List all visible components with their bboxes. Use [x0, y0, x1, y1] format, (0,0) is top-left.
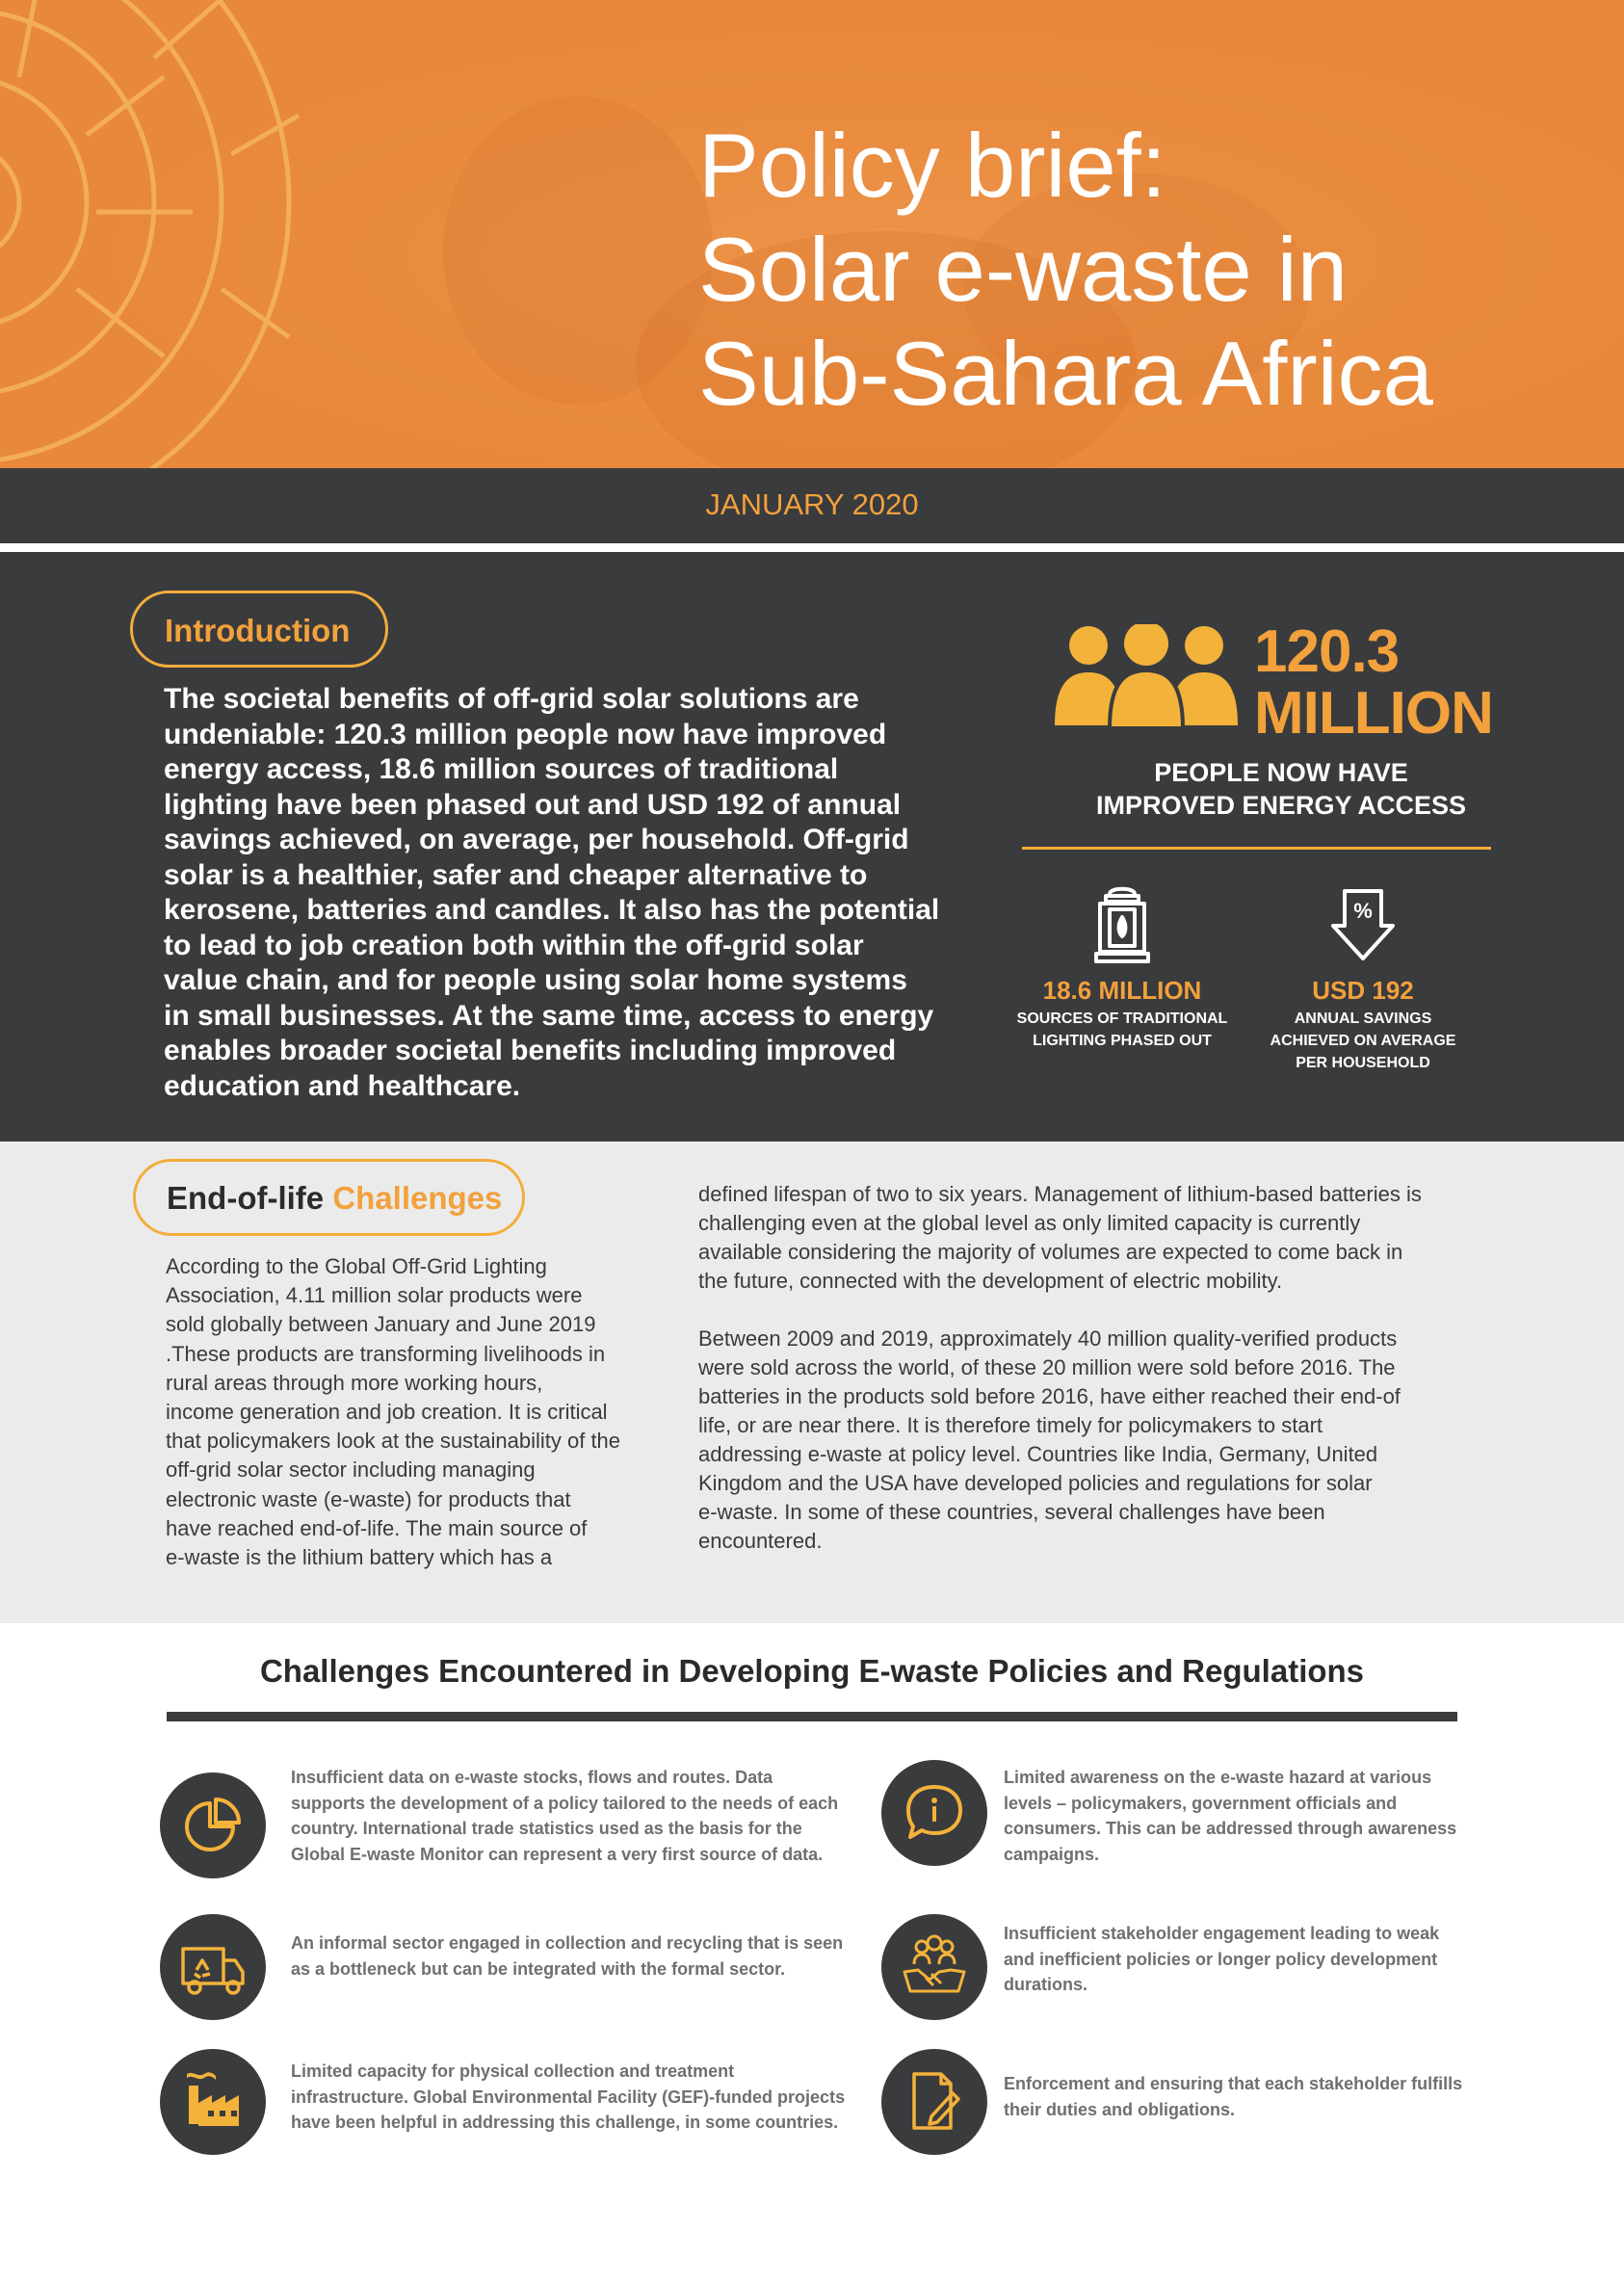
info-chat-icon	[881, 1760, 987, 1866]
paragraph-line: the future, connected with the development of electric mobility.	[698, 1269, 1283, 1293]
end-of-life-left-column	[166, 1252, 647, 1572]
challenge-line: An informal sector engaged in collection and recycling that is seen	[291, 1933, 844, 1953]
paragraph-line: electronic waste (e-waste) for products that	[166, 1486, 571, 1511]
challenge-line: Global E-waste Monitor can represent a very first source of data.	[291, 1844, 824, 1864]
lighting-stat-value: 18.6 MILLION	[1042, 976, 1202, 1005]
savings-stat-caption: PER HOUSEHOLD	[1296, 1055, 1430, 1071]
paragraph-line: According to the Global Off-Grid Lighting	[166, 1254, 547, 1278]
paragraph-line: Between 2009 and 2019, approximately 40 million quality-verified products	[698, 1326, 1398, 1351]
paragraph-line: Kingdom and the USA have developed policies and regulations for solar	[698, 1471, 1373, 1495]
paragraph-line: sold globally between January and June 2019	[166, 1312, 596, 1337]
end-of-life-right-column	[698, 1180, 1469, 1556]
paragraph-line: to lead to job creation both within the off-grid solar	[164, 929, 864, 961]
challenge-line: have been helpful in addressing this challenge, in some countries.	[291, 2113, 839, 2132]
paragraph-line: value chain, and for people using solar home systems	[164, 964, 907, 996]
end-of-life-heading	[167, 1180, 502, 1217]
introduction-section	[0, 552, 1624, 1142]
challenge-line: infrastructure. Global Environmental Facility (GEF)-funded projects	[291, 2087, 846, 2107]
introduction-heading: Introduction	[165, 613, 351, 648]
people-stat-caption: PEOPLE NOW HAVE	[1154, 758, 1408, 787]
paragraph-line: kerosene, batteries and candles. It also has the potential	[164, 894, 940, 926]
paragraph-line: addressing e-waste at policy level. Countries like India, Germany, United	[698, 1442, 1378, 1466]
challenge-line: Limited awareness on the e-waste hazard at various	[1004, 1768, 1432, 1787]
factory-icon	[160, 2049, 266, 2155]
people-stat-value: 120.3	[1254, 618, 1400, 685]
hero-banner	[0, 0, 1624, 468]
lighting-stat-caption: LIGHTING PHASED OUT	[1033, 1033, 1212, 1049]
savings-stat-caption: ACHIEVED ON AVERAGE	[1270, 1033, 1456, 1049]
paragraph-line: have reached end-of-life. The main source of	[166, 1515, 588, 1540]
stakeholder-handshake-icon	[881, 1914, 987, 2020]
paragraph-line: were sold across the world, of these 20 million were sold before 2016. The	[698, 1355, 1396, 1379]
end-of-life-section	[0, 1142, 1624, 1623]
paragraph-line: enables broader societal benefits including improved	[164, 1035, 897, 1066]
date-bar	[0, 468, 1624, 543]
paragraph-line: challenging even at the global level as only limited capacity is currently	[698, 1211, 1361, 1235]
people-stat-caption: IMPROVED ENERGY ACCESS	[1095, 791, 1467, 820]
lantern-icon	[1088, 884, 1156, 966]
savings-stat-value: USD 192	[1312, 976, 1414, 1005]
challenge-line: as a bottleneck but can be integrated with the formal sector.	[291, 1958, 786, 1979]
paragraph-line: .These products are transforming livelihoods in	[166, 1341, 606, 1366]
paragraph-line: savings achieved, on average, per household. Off-grid	[164, 824, 909, 855]
lighting-stat-caption: SOURCES OF TRADITIONAL	[1016, 1011, 1228, 1027]
introduction-paragraph	[164, 682, 940, 1104]
paragraph-line: rural areas through more working hours,	[166, 1370, 543, 1395]
paragraph-line: available considering the majority of volumes are expected to come back in	[698, 1240, 1403, 1264]
title-line: Sub-Sahara Africa	[698, 323, 1433, 424]
stat-divider	[1022, 847, 1491, 850]
paragraph-line: that policymakers look at the sustainability of the	[166, 1429, 621, 1454]
challenge-text	[291, 2059, 845, 2136]
paragraph-line: in small businesses. At the same time, access to energy	[164, 999, 934, 1032]
paragraph-line: income generation and job creation. It is critical	[166, 1400, 608, 1425]
challenge-text	[1004, 1921, 1439, 1998]
paragraph-line: The societal benefits of off-grid solar solutions are	[164, 683, 859, 715]
challenge-line: Insufficient stakeholder engagement leading to weak	[1004, 1924, 1440, 1943]
paragraph-line: undeniable: 120.3 million people now have improved	[164, 718, 887, 750]
recycling-truck-icon	[160, 1914, 266, 2020]
people-group-icon	[1050, 624, 1243, 730]
challenge-text	[291, 1765, 838, 1867]
document-pen-icon	[881, 2049, 987, 2155]
challenge-line: supports the development of a policy tailored to the needs of each	[291, 1793, 839, 1813]
challenge-line: Insufficient data on e-waste stocks, flows and routes. Data	[291, 1768, 773, 1787]
svg-text:%: %	[1353, 899, 1373, 923]
savings-stat-caption: ANNUAL SAVINGS	[1294, 1011, 1432, 1027]
heading-highlight: Challenges	[332, 1180, 503, 1216]
paragraph-line: e-waste. In some of these countries, several challenges have been	[698, 1500, 1325, 1524]
paragraph-line: e-waste is the lithium battery which has a	[166, 1545, 553, 1570]
paragraph-line: defined lifespan of two to six years. Management of lithium-based batteries is	[698, 1182, 1422, 1206]
publication-date: JANUARY 2020	[705, 487, 919, 521]
paragraph-line: solar is a healthier, safer and cheaper alternative to	[164, 858, 868, 891]
title-line: Solar e-waste in	[698, 219, 1348, 320]
paragraph-gap	[698, 1296, 1469, 1325]
page-title	[698, 114, 1433, 426]
challenge-line: campaigns.	[1004, 1844, 1100, 1864]
challenge-line: consumers. This can be addressed through awareness	[1004, 1819, 1457, 1838]
challenge-text	[291, 1930, 843, 1982]
challenge-line: their duties and obligations.	[1004, 2099, 1236, 2119]
challenge-text	[1004, 1765, 1456, 1867]
paragraph-line: life, or are near there. It is therefore timely for policymakers to start	[698, 1413, 1323, 1437]
paragraph-line: batteries in the products sold before 2016, have either reached their end-of	[698, 1384, 1401, 1408]
challenges-rule	[167, 1712, 1457, 1721]
challenge-line: Limited capacity for physical collection and treatment	[291, 2061, 735, 2081]
heading-part: End-of-life	[167, 1180, 325, 1216]
paragraph-line: Association, 4.11 million solar products were	[166, 1283, 583, 1308]
challenge-line: levels – policymakers, government officials and	[1004, 1793, 1398, 1813]
challenges-title: Challenges Encountered in Developing E-waste Policies and Regulations	[259, 1653, 1365, 1689]
people-stat-unit: MILLION	[1254, 680, 1493, 747]
paragraph-line: education and healthcare.	[164, 1069, 521, 1102]
paragraph-line: encountered.	[698, 1529, 823, 1553]
end-of-life-heading-pill	[133, 1159, 525, 1236]
percent-down-arrow-icon	[1329, 887, 1397, 964]
challenge-line: and inefficient policies or longer policy development	[1004, 1949, 1438, 1969]
paragraph-line: lighting have been phased out and USD 192 of annual	[164, 788, 902, 821]
challenge-text	[1004, 2071, 1462, 2122]
challenge-line: Enforcement and ensuring that each stakeholder fulfills	[1004, 2074, 1463, 2093]
paragraph-line: off-grid solar sector including managing	[166, 1457, 536, 1483]
challenge-line: durations.	[1004, 1975, 1088, 1994]
challenge-line: country. International trade statistics used as the basis for the	[291, 1819, 802, 1838]
pie-chart-icon	[160, 1772, 266, 1878]
paragraph-line: energy access, 18.6 million sources of traditional	[164, 753, 839, 785]
introduction-heading-pill	[130, 591, 388, 668]
title-line: Policy brief:	[698, 115, 1166, 216]
